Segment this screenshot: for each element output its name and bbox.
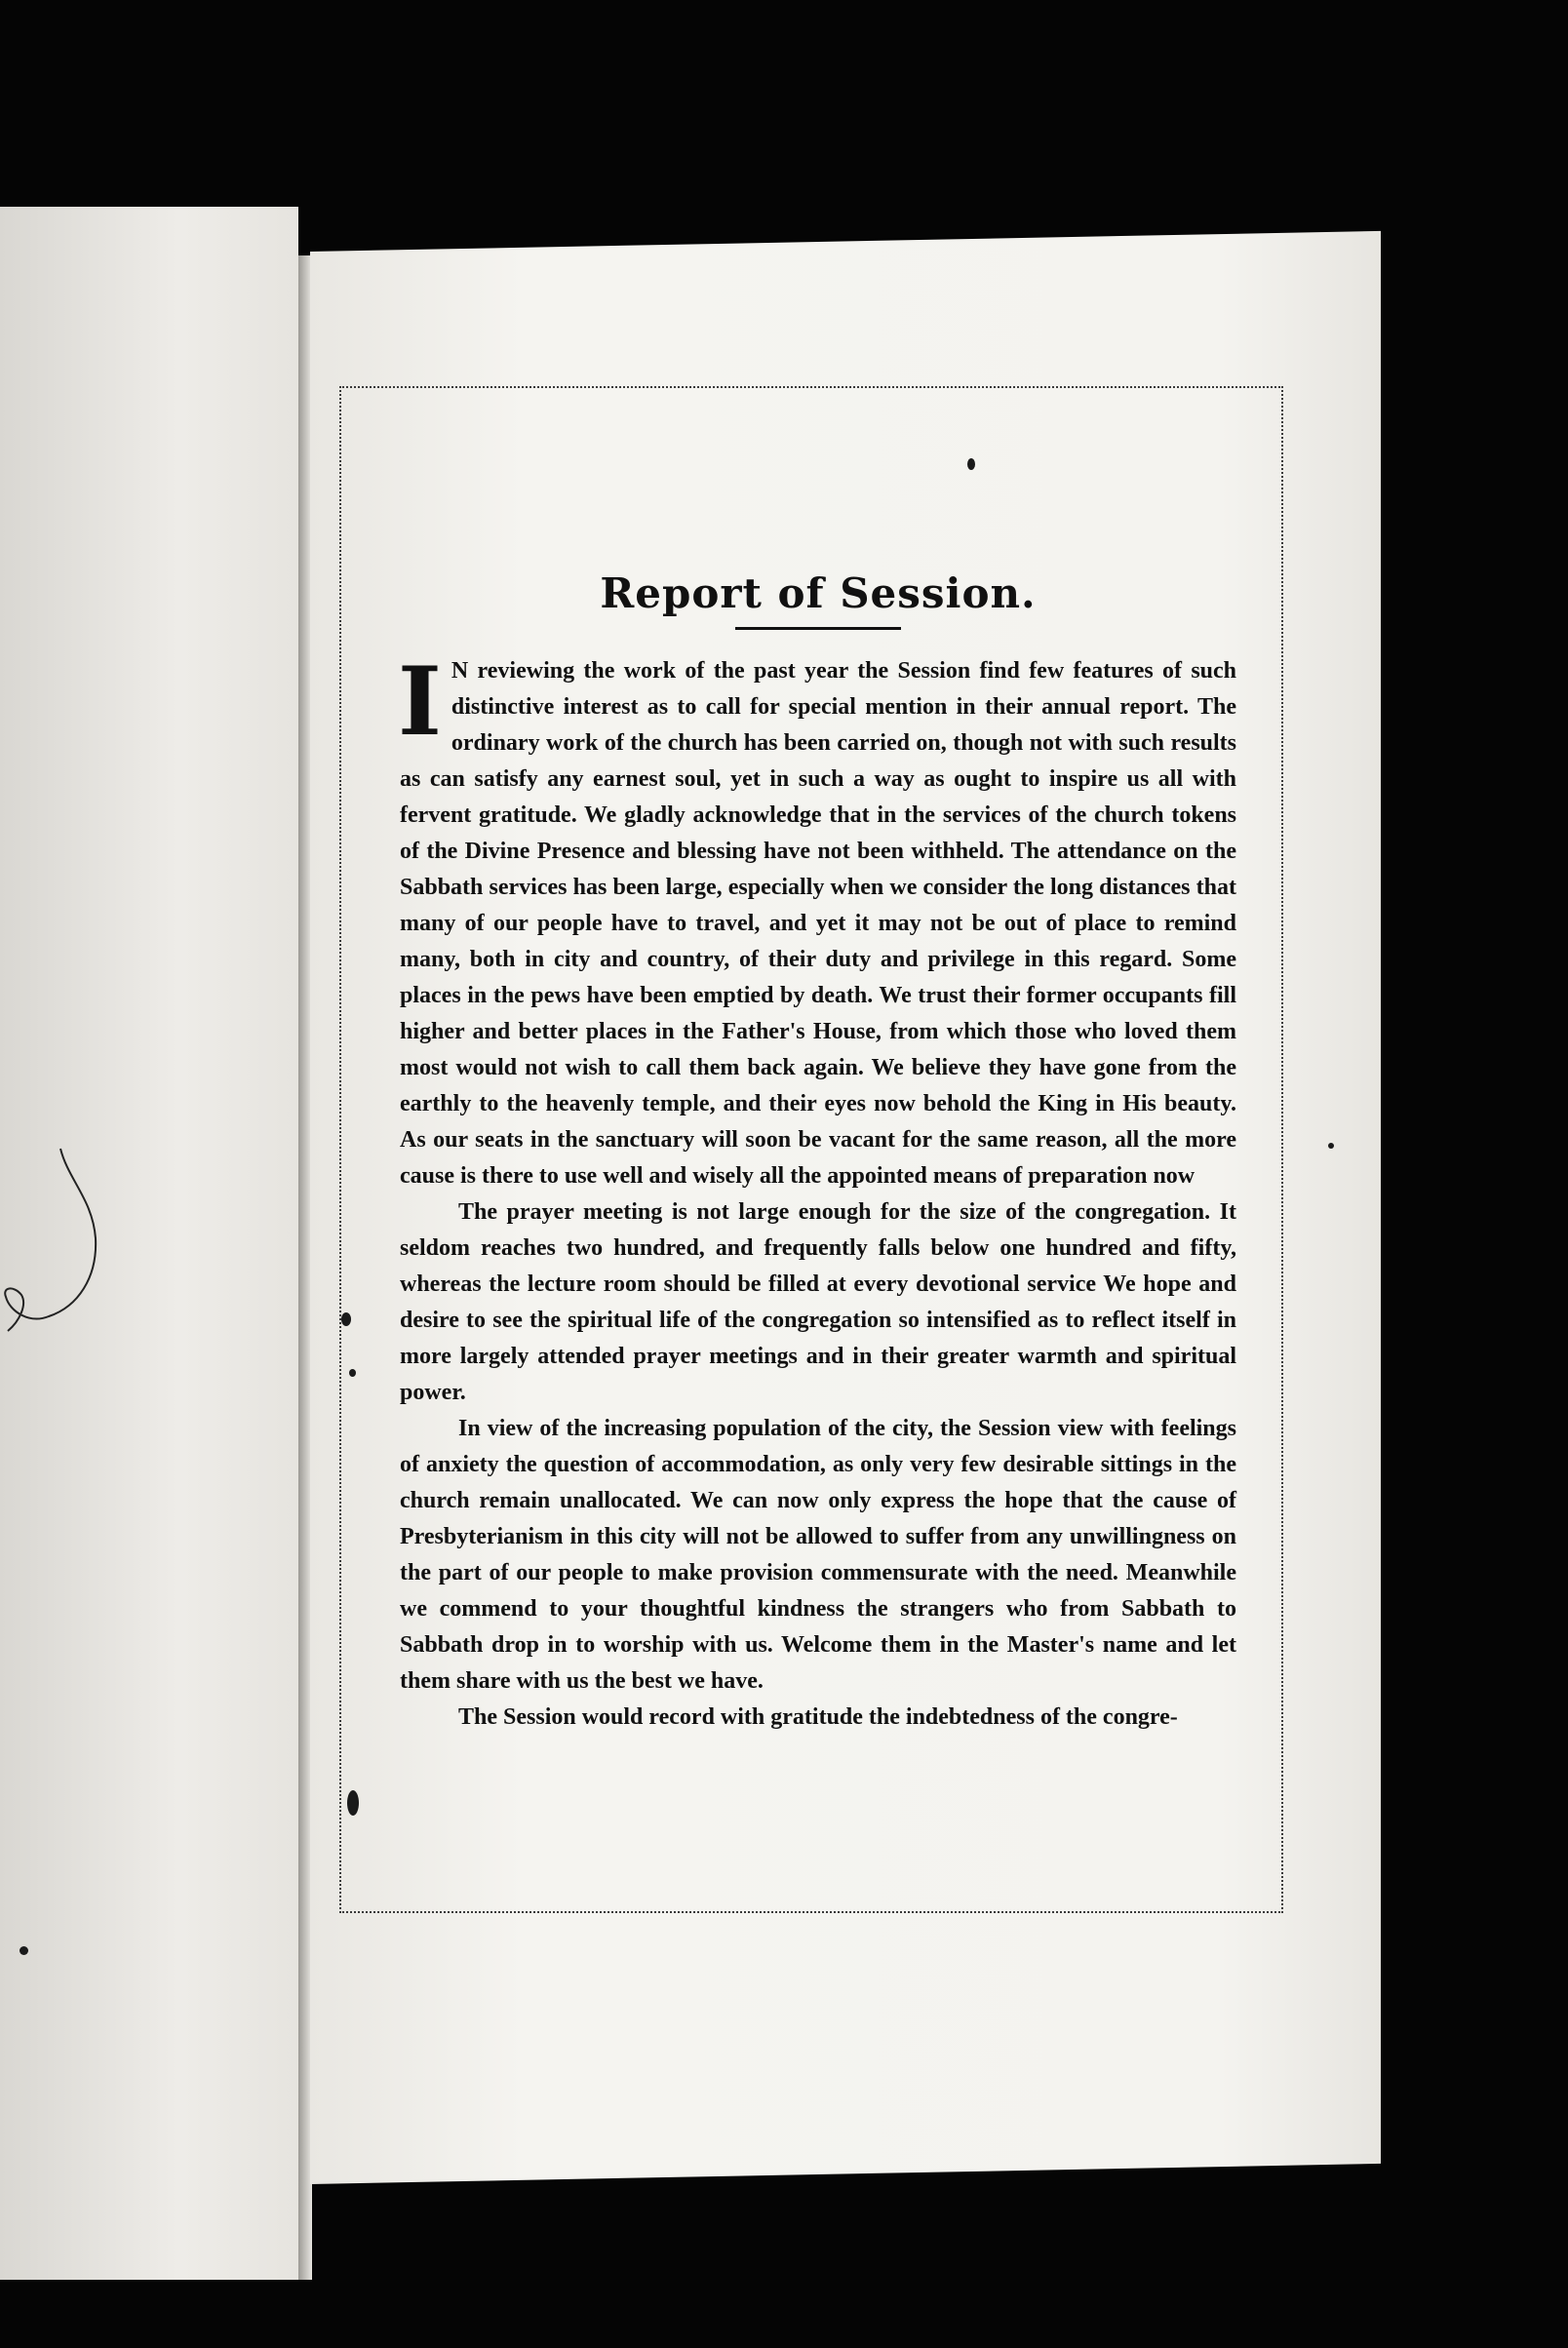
paragraph-3: In view of the increasing population of the city, the Session view with feelings of anxiety the question of accommodation, as only very few desirable sittings in the church remain unallocated. We can now only express the hope that the cause of Presbyterianism in this city will not be allowed to suffer from any unwillingness on the part of our people to make provision commensurate with the need. Meanwhile we commend to your thoughtful kindness the strangers who from Sabbath to Sabbath drop in to worship with us. Welcome them in the Master's name and let them share with us the best we have. bbox=[400, 1416, 1236, 1694]
ink-speck bbox=[347, 1790, 359, 1816]
title-divider bbox=[735, 627, 901, 630]
ink-speck bbox=[967, 458, 975, 470]
ink-speck bbox=[349, 1369, 356, 1377]
ink-speck bbox=[341, 1312, 351, 1326]
report-body bbox=[398, 569, 1236, 1736]
paragraph-1-text: N reviewing the work of the past year the Session find few features of such distinctive interest as to call for special mention in their annual report. The ordinary work of the church has been carried on, though not with such results as can satisfy any earnest soul, yet in such a way as ought to inspire us all with fervent gratitude. We gladly acknowledge that in the services of the church tokens of the Divine Presence and blessing have not been withheld. The attendance on the Sabbath services has been large, especially when we consider the long distances that many of our people have to travel, and yet it may not be out of place to remind many, both in city and country, of their duty and privilege in this regard. Some places in the pews have been emptied by death. We trust their former occupants fill higher and better places in the Father's House, from which those who loved them most would not wish to call them back again. We believe they have gone from the earthly to the heavenly temple, and their eyes now behold the King in His beauty. As our seats in the sanctuary will soon be vacant for the same reason, all the more cause is there to use well and wisely all the appointed means of preparation now bbox=[400, 658, 1236, 1189]
drop-cap: I bbox=[398, 646, 442, 757]
page-title: Report of Session. bbox=[600, 569, 1037, 617]
paragraph-4: The Session would record with gratitude the indebtedness of the congre- bbox=[458, 1704, 1178, 1730]
ink-speck bbox=[1328, 1143, 1334, 1149]
paragraph-2: The prayer meeting is not large enough for the size of the congregation. It seldom reaches two hundred, and frequently falls below one hundred and fifty, whereas the lecture room should be filled at every devotional service We hope and desire to see the spiritual life of the congregation so intensified as to reflect itself in more largely attended prayer meetings and in their greater warmth and spiritual power. bbox=[400, 1199, 1236, 1405]
paragraph-1 bbox=[398, 646, 1236, 1194]
pencil-mark-left-page bbox=[0, 1141, 107, 1355]
ink-speck bbox=[20, 1946, 28, 1955]
